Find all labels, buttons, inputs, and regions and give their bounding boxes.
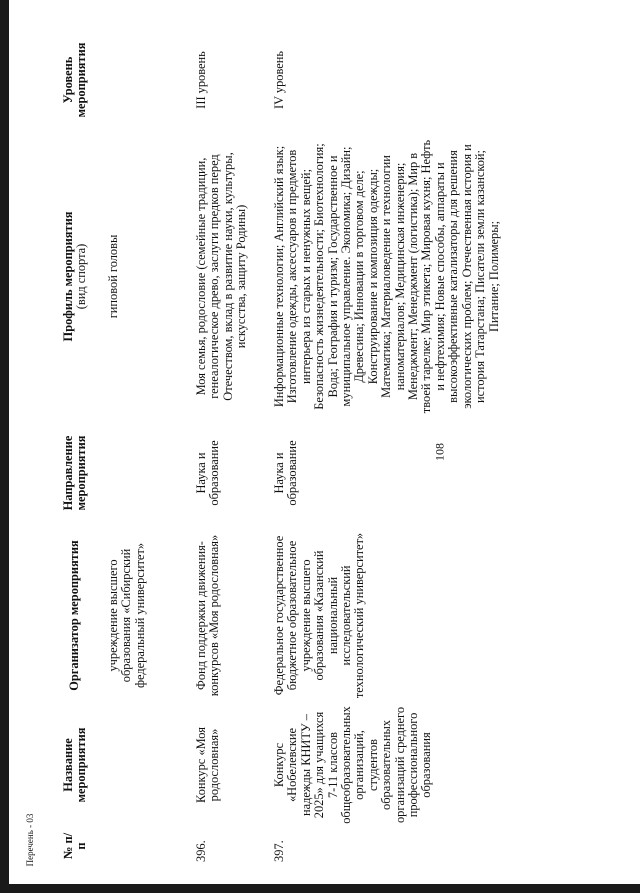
page-number: 108 xyxy=(432,443,447,461)
cell-direction xyxy=(105,418,193,528)
cell-level xyxy=(105,25,193,135)
cell-organizer: Федеральное государственное бюджетное образовательное учреждение высшего образования «Казанский национальный исследовательский технологический университет» xyxy=(272,532,367,699)
header-level: Уровень мероприятия xyxy=(60,42,88,118)
table-row-continuation xyxy=(105,25,193,865)
cell-level: III уровень xyxy=(194,51,208,109)
footer-text: Перечень - 03 xyxy=(25,813,35,867)
cell-num: 397. xyxy=(272,840,286,862)
cell-direction: Наука и образование xyxy=(272,440,300,506)
header-profile xyxy=(45,135,105,418)
cell-level: IV уровень xyxy=(272,50,286,110)
cell-name: Конкурс «Нобелевские надежды КНИТУ – 2025» для учащихся 7-11 классов общеобразовательных организаций, студентов образовательных организаций среднего профессионального образования xyxy=(272,706,434,824)
cell-num: 396. xyxy=(194,840,208,862)
header-direction: Направление мероприятия xyxy=(60,435,88,511)
cell-organizer: Фонд поддержки движения-конкурсов «Моя родословная» xyxy=(194,534,222,697)
header-organizer: Организатор мероприятия xyxy=(67,540,82,691)
cell-num xyxy=(105,827,193,865)
table-header-row xyxy=(45,25,105,865)
header-profile-title: Профиль мероприятия xyxy=(60,211,75,342)
cell-profile: гиповой головы xyxy=(106,234,120,319)
header-name: Название мероприятия xyxy=(60,727,88,803)
table-row xyxy=(271,25,615,865)
cell-profile: Информационные технологии; Английский язык; Изготовление одежды, аксессуаров и предметов интерьера из старых и ненужных вещей; Безопасность жизнедеятельности; Биотехнология; Вода; География и туризм; Государственное и муниципальное управление. Экономика; Дизайн; Древесина; Инновации в торговом деле; Конструирование и композиция одежды; Математика; Материаловедение и технологии наноматериалов; Медицинская инженерия; Менеджмент; Менеджмент (логистика); Мир в твоей тарелке; Мир этикета; Мировая кухня; Нефть и нефтехимия; Новые способы, аппараты и высокоэффективные катализаторы для решения экологических проблем; Отечественная история и история Татарстана; Писатели земли казанской; Питание; Полимеры; xyxy=(272,139,501,414)
cell-organizer: учреждение высшего образования «Сибирский федеральный университет» xyxy=(106,542,147,689)
scan-edge-bottom xyxy=(0,884,640,893)
table-row xyxy=(193,25,271,865)
cell-profile: Моя семья, родословие (семейные традиции, генеалогическое древо, заслуги предков перед Отечеством, вклад в развитие науки, культуры, искусства, защиту Родины) xyxy=(194,152,249,401)
cell-direction: Наука и образование xyxy=(194,440,222,506)
cell-name: Конкурс «Моя родословная» xyxy=(194,727,222,803)
header-profile-sub: (вид спорта) xyxy=(74,243,88,310)
scan-edge-left xyxy=(0,0,9,893)
cell-name xyxy=(105,703,193,827)
events-table xyxy=(45,25,615,865)
header-num: № п/п xyxy=(60,832,88,860)
